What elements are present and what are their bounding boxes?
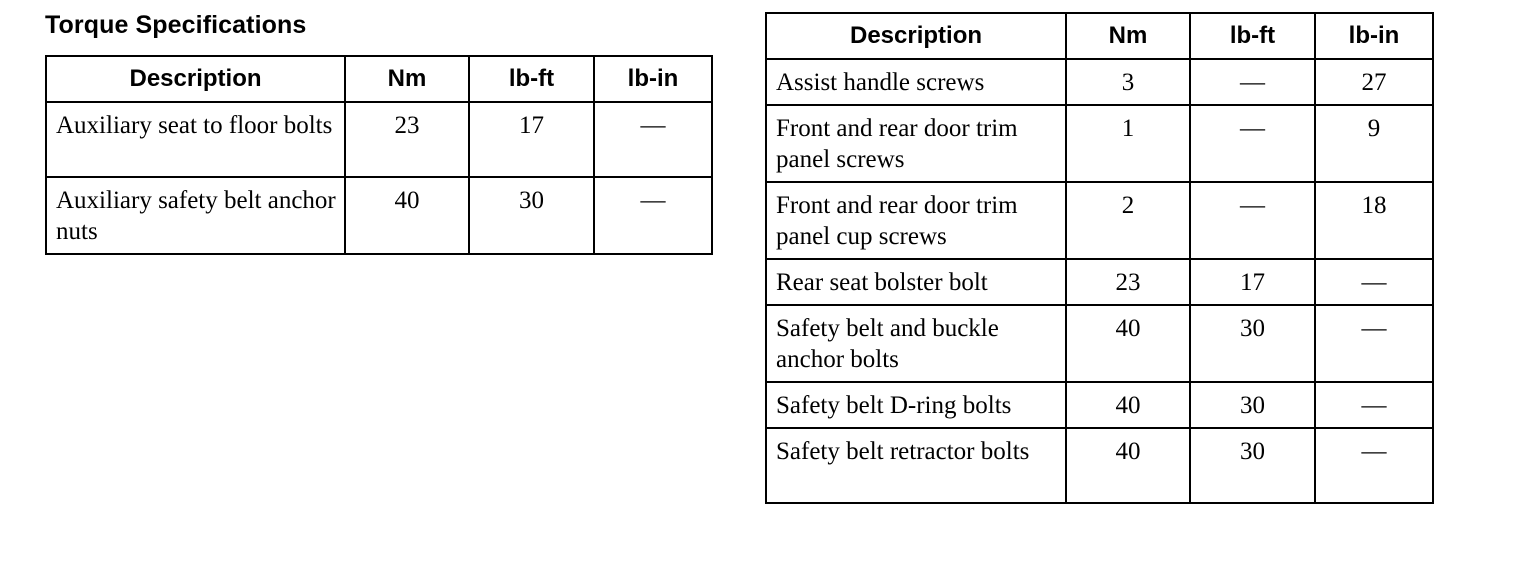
table-row [46,102,712,177]
table-row [766,259,1433,305]
table-header-row [46,56,712,102]
cell-nm: 40 [1066,428,1190,503]
cell-description: Front and rear door trim panel cup screws [766,182,1066,259]
cell-description: Safety belt retractor bolts [766,428,1066,503]
cell-lb-ft: 17 [1190,259,1315,305]
header-nm: Nm [1066,13,1190,59]
page-title: Torque Specifications [45,11,307,39]
cell-lb-ft: 17 [469,102,594,177]
cell-lb-in: — [1315,259,1433,305]
cell-description: Front and rear door trim panel screws [766,105,1066,182]
table-row [766,305,1433,382]
cell-nm: 3 [1066,59,1190,105]
table-row [766,382,1433,428]
cell-description: Auxiliary seat to floor bolts [46,102,345,177]
cell-lb-ft: 30 [1190,305,1315,382]
header-lb-ft: lb-ft [1190,13,1315,59]
header-lb-in: lb-in [1315,13,1433,59]
cell-lb-in: — [1315,428,1433,503]
cell-description: Safety belt D-ring bolts [766,382,1066,428]
cell-lb-ft: — [1190,59,1315,105]
cell-description: Rear seat bolster bolt [766,259,1066,305]
header-lb-ft: lb-ft [469,56,594,102]
table-header-row [766,13,1433,59]
cell-nm: 2 [1066,182,1190,259]
cell-nm: 23 [1066,259,1190,305]
cell-lb-in: — [1315,305,1433,382]
table-row [766,428,1433,503]
table-row [766,182,1433,259]
cell-lb-ft: — [1190,105,1315,182]
torque-table-left [45,55,713,255]
table-row [766,59,1433,105]
header-nm: Nm [345,56,469,102]
torque-table-right [765,12,1434,504]
cell-lb-ft: — [1190,182,1315,259]
cell-lb-ft: 30 [469,177,594,254]
cell-nm: 40 [1066,305,1190,382]
header-description: Description [766,13,1066,59]
cell-description: Assist handle screws [766,59,1066,105]
cell-lb-in: 9 [1315,105,1433,182]
cell-nm: 1 [1066,105,1190,182]
cell-lb-in: — [594,102,712,177]
cell-lb-ft: 30 [1190,428,1315,503]
cell-description: Safety belt and buckle anchor bolts [766,305,1066,382]
header-description: Description [46,56,345,102]
cell-nm: 40 [1066,382,1190,428]
table-row [766,105,1433,182]
cell-description: Auxiliary safety belt anchor nuts [46,177,345,254]
cell-lb-in: — [594,177,712,254]
cell-nm: 23 [345,102,469,177]
cell-lb-in: 18 [1315,182,1433,259]
cell-lb-in: 27 [1315,59,1433,105]
cell-lb-ft: 30 [1190,382,1315,428]
header-lb-in: lb-in [594,56,712,102]
cell-nm: 40 [345,177,469,254]
table-row [46,177,712,254]
cell-lb-in: — [1315,382,1433,428]
